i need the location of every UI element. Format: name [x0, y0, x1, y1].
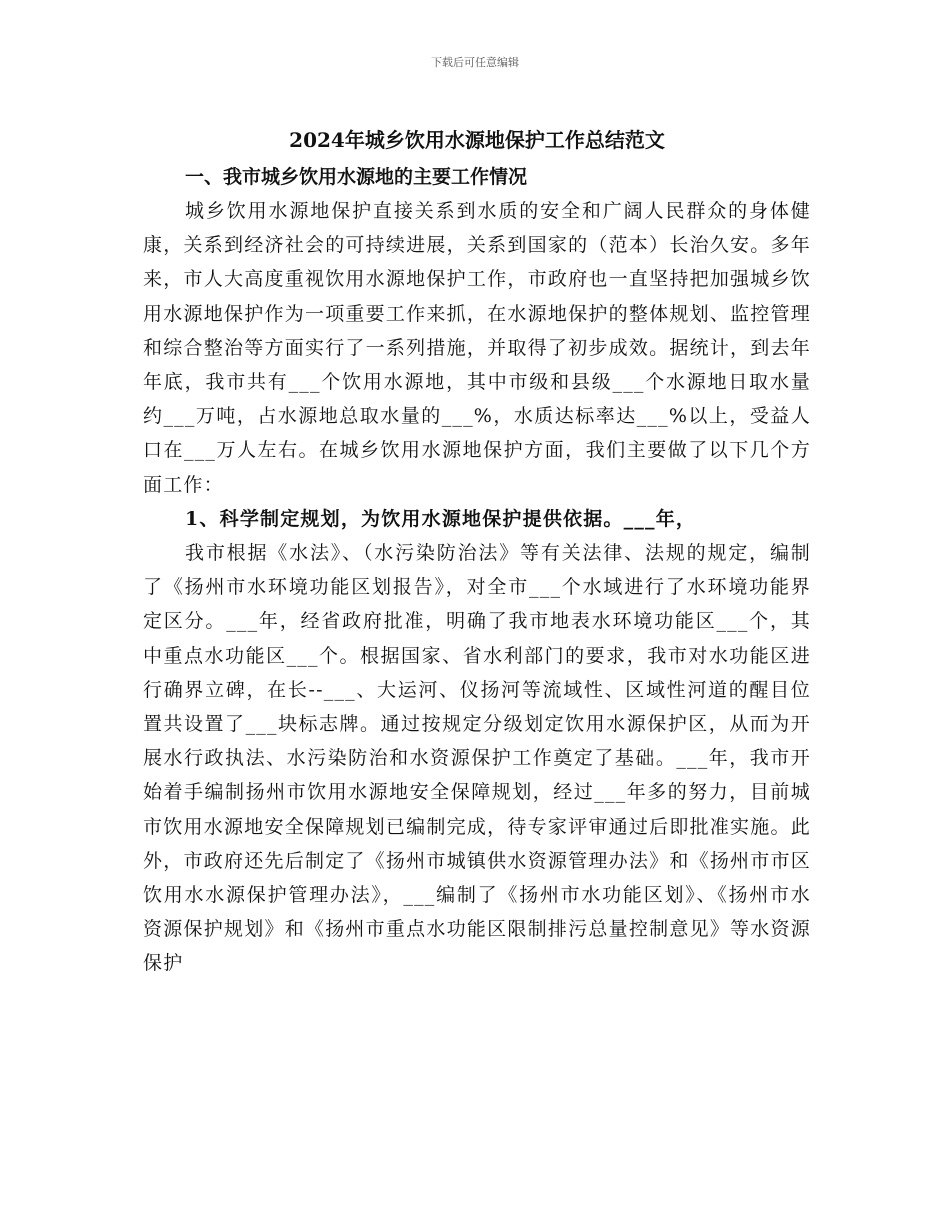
- section-heading: 一、我市城乡饮用水源地的主要工作情况: [185, 166, 528, 188]
- document-title: 2024年城乡饮用水源地保护工作总结范文: [289, 128, 665, 152]
- header-note: 下载后可任意编辑: [431, 56, 519, 69]
- document-body: [143, 122, 811, 981]
- subheading: 1、科学制定规划，为饮用水源地保护提供依据。___年，: [185, 507, 697, 530]
- paragraph: 城乡饮用水源地保护直接关系到水质的安全和广阔人民群众的身体健康，关系到经济社会的可持续进展，关系到国家的（范本）长治久安。多年来，市人大高度重视饮用水源地保护工作，市政府也一直坚持把加强城乡饮用水源地保护作为一项重要工作来抓，在水源地保护的整体规划、监控管理和综合整治等方面实行了一系列措施，并取得了初步成效。据统计，到去年年底，我市共有___个饮用水源地，其中市级和县级___个水源地日取水量约___万吨，占水源地总取水量的___%，水质达标率达___%以上，受益人口在___万人左右。在城乡饮用水源地保护方面，我们主要做了以下几个方面工作：: [143, 200, 811, 496]
- paragraph: 我市根据《水法》、（水污染防治法》等有关法律、法规的规定，编制了《扬州市水环境功能区划报告》，对全市___个水域进行了水环境功能界定区分。___年，经省政府批准，明确了我市地表水环境功能区___个，其中重点水功能区___个。根据国家、省水利部门的要求，我市对水功能区进行确界立碑，在长--___、大运河、仪扬河等流域性、区域性河道的醒目位置共设置了___块标志牌。通过按规定分级划定饮用水源保护区，从而为开展水行政执法、水污染防治和水资源保护工作奠定了基础。___年，我市开始着手编制扬州市饮用水源地安全保障规划，经过___年多的努力，目前城市饮用水源地安全保障规划已编制完成，待专家评审通过后即批准实施。此外，市政府还先后制定了《扬州市城镇供水资源管理办法》和《扬州市市区饮用水水源保护管理办法》，___编制了《扬州市水功能区划》、《扬州市水资源保护规划》和《扬州市重点水功能区限制排污总量控制意见》等水资源保护: [143, 542, 811, 975]
